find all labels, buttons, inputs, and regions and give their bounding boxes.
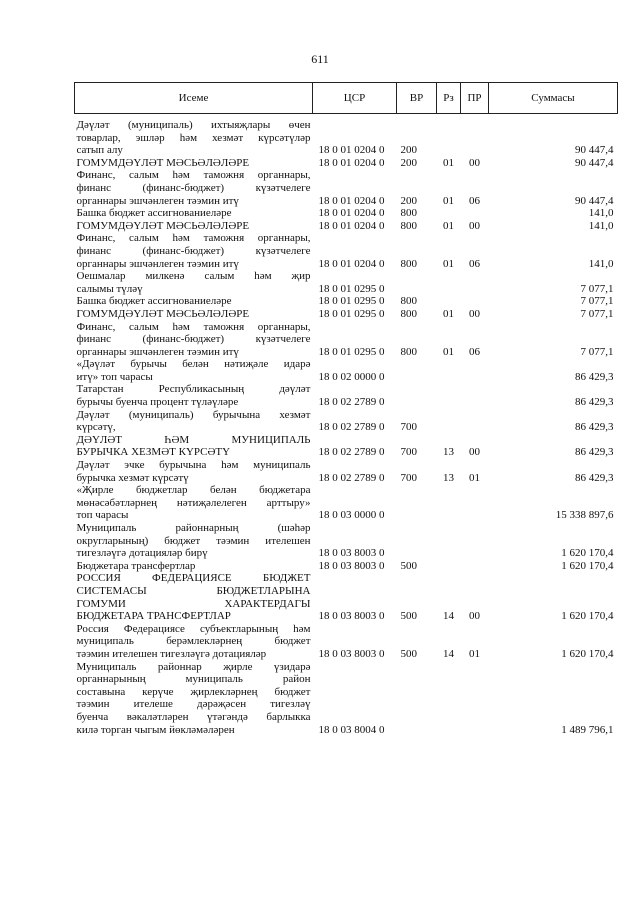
row-csr: 18 0 03 0000 0 bbox=[318, 509, 385, 522]
row-rz: 01 bbox=[443, 257, 454, 270]
row-pr: 06 bbox=[469, 194, 480, 207]
row-sum: 1 620 170,4 bbox=[561, 647, 614, 660]
row-sum: 86 429,3 bbox=[575, 370, 614, 383]
row-csr: 18 0 03 8004 0 bbox=[318, 723, 385, 736]
table-row bbox=[75, 409, 618, 434]
row-pr bbox=[461, 207, 489, 220]
row-sum: 86 429,3 bbox=[575, 471, 614, 484]
row-csr: 18 0 01 0295 0 bbox=[318, 345, 385, 358]
row-csr: 18 0 01 0204 0 bbox=[318, 219, 385, 232]
budget-table bbox=[74, 82, 618, 736]
row-pr bbox=[461, 661, 489, 737]
row-name-line: округларының) бюджет тәэмин ителешен bbox=[76, 534, 311, 547]
table-row bbox=[75, 169, 618, 207]
row-rz: 13 bbox=[443, 446, 454, 459]
row-name-line: итү» топ чарасы bbox=[76, 370, 153, 383]
row-name bbox=[75, 270, 313, 295]
row-csr: 18 0 03 8003 0 bbox=[318, 610, 385, 623]
row-name-line: «Дәүләт бурычы белән нәтиҗәле идарә bbox=[76, 358, 311, 371]
row-sum: 7 077,1 bbox=[580, 307, 614, 320]
row-vr bbox=[397, 358, 437, 383]
row-sum: 141,0 bbox=[588, 219, 614, 232]
row-name-line: Дәүләт (муниципаль) бурычына хезмәт bbox=[76, 408, 311, 421]
row-name bbox=[75, 522, 313, 560]
row-pr bbox=[461, 409, 489, 434]
row-vr: 500 bbox=[400, 610, 417, 623]
table-row bbox=[75, 522, 618, 560]
table-row bbox=[75, 560, 618, 573]
row-vr: 800 bbox=[400, 207, 417, 220]
row-name bbox=[75, 383, 313, 408]
table-row bbox=[75, 661, 618, 737]
row-name-line: Татарстан Республикасының дәүләт bbox=[76, 383, 311, 396]
table-row bbox=[75, 232, 618, 270]
header-rz: Рз bbox=[437, 83, 461, 114]
table-row bbox=[75, 484, 618, 522]
row-csr: 18 0 02 2789 0 bbox=[318, 446, 385, 459]
row-name-line: Башка бюджет ассигнованиеләре bbox=[76, 295, 232, 308]
row-pr bbox=[461, 522, 489, 560]
row-name bbox=[75, 459, 313, 484]
row-vr: 200 bbox=[400, 194, 417, 207]
row-pr: 00 bbox=[469, 307, 480, 320]
row-vr bbox=[397, 484, 437, 522]
row-pr: 00 bbox=[469, 156, 480, 169]
row-csr: 18 0 01 0295 0 bbox=[318, 282, 385, 295]
row-name-line: ДӘҮЛӘТ ҺӘМ МУНИЦИПАЛЬ bbox=[76, 433, 311, 446]
row-sum: 1 620 170,4 bbox=[561, 559, 614, 572]
row-name bbox=[75, 484, 313, 522]
row-vr: 700 bbox=[400, 421, 417, 434]
row-rz bbox=[437, 270, 461, 295]
table-row bbox=[75, 114, 618, 157]
row-csr: 18 0 03 8003 0 bbox=[318, 559, 385, 572]
row-rz bbox=[437, 295, 461, 308]
row-name-line: топ чарасы bbox=[76, 509, 129, 522]
row-sum: 15 338 897,6 bbox=[555, 509, 614, 522]
row-sum: 86 429,3 bbox=[575, 421, 614, 434]
row-csr: 18 0 03 8003 0 bbox=[318, 547, 385, 560]
row-rz: 14 bbox=[443, 610, 454, 623]
row-name bbox=[75, 321, 313, 359]
row-name-line: мөнәсәбәтләрнең нәтиҗәлелеген арттыру» bbox=[76, 496, 311, 509]
row-vr bbox=[397, 522, 437, 560]
row-name-line: Дәүләт эчке бурычына һәм муниципаль bbox=[76, 459, 311, 472]
row-name-line: Финанс, салым һәм таможня органнары, bbox=[76, 169, 311, 182]
row-pr bbox=[461, 358, 489, 383]
row-sum: 90 447,4 bbox=[575, 144, 614, 157]
row-name-line: тигезләүгә дотацияләр бирү bbox=[76, 547, 208, 560]
row-rz bbox=[437, 409, 461, 434]
row-rz bbox=[437, 383, 461, 408]
row-rz: 01 bbox=[443, 194, 454, 207]
row-pr bbox=[461, 560, 489, 573]
row-name-line: органнарының муниципаль район bbox=[76, 673, 311, 686]
row-rz bbox=[437, 484, 461, 522]
row-name-line: финанс (финанс-бюджет) күзәтчелеге bbox=[76, 333, 311, 346]
row-name bbox=[75, 434, 313, 459]
row-name bbox=[75, 560, 313, 573]
table-row bbox=[75, 321, 618, 359]
row-name bbox=[75, 623, 313, 661]
row-name-line: Оешмалар милкенә салым һәм җир bbox=[76, 270, 311, 283]
row-sum: 7 077,1 bbox=[580, 345, 614, 358]
row-csr: 18 0 02 0000 0 bbox=[318, 370, 385, 383]
row-sum: 141,0 bbox=[588, 207, 614, 220]
row-name-line: БУРЫЧКА ХЕЗМӘТ КҮРСӘТҮ bbox=[76, 446, 231, 459]
row-vr: 800 bbox=[400, 307, 417, 320]
row-rz: 01 bbox=[443, 219, 454, 232]
header-pr: ПР bbox=[461, 83, 489, 114]
row-name bbox=[75, 232, 313, 270]
row-name-line: органнары эшчәнлеген тәэмин итү bbox=[76, 345, 239, 358]
row-pr: 06 bbox=[469, 257, 480, 270]
table-row bbox=[75, 358, 618, 383]
row-rz bbox=[437, 114, 461, 157]
page-number: 611 bbox=[311, 52, 329, 66]
table-body bbox=[75, 114, 618, 737]
row-vr: 800 bbox=[400, 295, 417, 308]
row-pr bbox=[461, 295, 489, 308]
table-row bbox=[75, 270, 618, 295]
row-name-line: товарлар, эшләр һәм хезмәт күрсәтүләр bbox=[76, 131, 311, 144]
row-pr bbox=[461, 270, 489, 295]
table-row bbox=[75, 572, 618, 622]
row-rz bbox=[437, 358, 461, 383]
row-pr: 01 bbox=[469, 647, 480, 660]
row-name bbox=[75, 661, 313, 737]
row-csr: 18 0 01 0204 0 bbox=[318, 156, 385, 169]
table-row bbox=[75, 434, 618, 459]
row-sum: 7 077,1 bbox=[580, 282, 614, 295]
row-sum: 90 447,4 bbox=[575, 156, 614, 169]
row-rz bbox=[437, 522, 461, 560]
row-name bbox=[75, 572, 313, 622]
row-rz: 14 bbox=[443, 647, 454, 660]
row-name-line: Финанс, салым һәм таможня органнары, bbox=[76, 320, 311, 333]
row-name-line: Муниципаль районнар җирле үзидарә bbox=[76, 660, 311, 673]
row-name-line: килә торган чыгым йөкләмәләрен bbox=[76, 723, 235, 736]
table-row bbox=[75, 157, 618, 170]
row-vr: 800 bbox=[400, 219, 417, 232]
row-name-line: бурычка хезмәт күрсәтү bbox=[76, 471, 189, 484]
header-vr: ВР bbox=[397, 83, 437, 114]
row-sum: 90 447,4 bbox=[575, 194, 614, 207]
row-vr: 500 bbox=[400, 559, 417, 572]
table-row bbox=[75, 308, 618, 321]
row-name bbox=[75, 114, 313, 157]
row-vr: 200 bbox=[400, 156, 417, 169]
table-row bbox=[75, 459, 618, 484]
table-row bbox=[75, 295, 618, 308]
row-pr: 00 bbox=[469, 219, 480, 232]
row-csr: 18 0 02 2789 0 bbox=[318, 471, 385, 484]
row-csr: 18 0 01 0204 0 bbox=[318, 144, 385, 157]
table-row bbox=[75, 220, 618, 233]
row-name bbox=[75, 308, 313, 321]
row-vr: 800 bbox=[400, 257, 417, 270]
row-vr: 700 bbox=[400, 446, 417, 459]
header-name: Исеме bbox=[75, 83, 313, 114]
row-name-line: бурычы буенча процент түләүләре bbox=[76, 396, 239, 409]
row-name-line: Башка бюджет ассигнованиеләре bbox=[76, 207, 232, 220]
header-csr: ЦСР bbox=[313, 83, 397, 114]
table-row bbox=[75, 207, 618, 220]
row-vr: 800 bbox=[400, 345, 417, 358]
row-rz bbox=[437, 661, 461, 737]
row-name-line: ГОМУМИ ХАРАКТЕРДАГЫ bbox=[76, 597, 311, 610]
row-name-line: Россия Федерациясе субъектларының һәм bbox=[76, 622, 311, 635]
row-pr: 00 bbox=[469, 610, 480, 623]
row-name-line: финанс (финанс-бюджет) күзәтчелеге bbox=[76, 181, 311, 194]
row-sum: 86 429,3 bbox=[575, 446, 614, 459]
row-name bbox=[75, 220, 313, 233]
table-header-row bbox=[75, 83, 618, 114]
row-sum: 1 620 170,4 bbox=[561, 547, 614, 560]
row-csr: 18 0 01 0204 0 bbox=[318, 194, 385, 207]
row-name bbox=[75, 169, 313, 207]
row-rz bbox=[437, 560, 461, 573]
row-name-line: органнары эшчәнлеген тәэмин итү bbox=[76, 194, 239, 207]
row-rz: 13 bbox=[443, 471, 454, 484]
row-vr bbox=[397, 661, 437, 737]
row-name-line: органнары эшчәнлеген тәэмин итү bbox=[76, 257, 239, 270]
row-sum: 7 077,1 bbox=[580, 295, 614, 308]
row-name-line: буенча вәкаләтләрен үтәгәндә барлыкка bbox=[76, 710, 311, 723]
row-pr: 06 bbox=[469, 345, 480, 358]
row-name-line: салымы түләү bbox=[76, 282, 143, 295]
row-sum: 1 620 170,4 bbox=[561, 610, 614, 623]
row-name bbox=[75, 409, 313, 434]
row-sum: 1 489 796,1 bbox=[561, 723, 614, 736]
row-pr bbox=[461, 383, 489, 408]
row-name-line: Муниципаль районнарның (шәһәр bbox=[76, 522, 311, 534]
row-name-line: сатып алу bbox=[76, 144, 123, 157]
row-pr bbox=[461, 114, 489, 157]
table-row bbox=[75, 383, 618, 408]
row-pr: 01 bbox=[469, 471, 480, 484]
row-csr: 18 0 03 8003 0 bbox=[318, 647, 385, 660]
row-name-line: ГОМУМДӘҮЛӘТ МӘСЬӘЛӘЛӘРЕ bbox=[76, 156, 250, 169]
row-name-line: тәэмин ителеше дәрәҗәсен тигезләү bbox=[76, 698, 311, 711]
row-csr: 18 0 01 0204 0 bbox=[318, 207, 385, 220]
row-csr: 18 0 02 2789 0 bbox=[318, 421, 385, 434]
row-name-line: финанс (финанс-бюджет) күзәтчелеге bbox=[76, 244, 311, 257]
row-pr: 00 bbox=[469, 446, 480, 459]
row-vr: 700 bbox=[400, 471, 417, 484]
row-name-line: Финанс, салым һәм таможня органнары, bbox=[76, 232, 311, 245]
row-name-line: муниципаль берәмлекләрнең бюджет bbox=[76, 635, 311, 648]
row-name-line: «Җирле бюджетлар белән бюджетара bbox=[76, 484, 311, 497]
row-vr bbox=[397, 270, 437, 295]
row-name bbox=[75, 157, 313, 170]
row-name-line: БЮДЖЕТАРА ТРАНСФЕРТЛАР bbox=[76, 610, 231, 623]
row-sum: 141,0 bbox=[588, 257, 614, 270]
row-rz: 01 bbox=[443, 345, 454, 358]
row-name-line: Дәүләт (муниципаль) ихтыяҗлары өчен bbox=[76, 119, 311, 131]
row-vr: 500 bbox=[400, 647, 417, 660]
row-vr bbox=[397, 383, 437, 408]
row-name-line: ГОМУМДӘҮЛӘТ МӘСЬӘЛӘЛӘРЕ bbox=[76, 219, 250, 232]
row-name-line: тәэмин ителешен тигезләүгә дотацияләр bbox=[76, 647, 267, 660]
row-pr bbox=[461, 484, 489, 522]
row-name-line: күрсәтү, bbox=[76, 421, 116, 434]
row-rz: 01 bbox=[443, 307, 454, 320]
row-csr: 18 0 01 0295 0 bbox=[318, 307, 385, 320]
row-csr: 18 0 02 2789 0 bbox=[318, 396, 385, 409]
row-name-line: составына керүче җирлекләрнең бюджет bbox=[76, 685, 311, 698]
row-name-line: РОССИЯ ФЕДЕРАЦИЯСЕ БЮДЖЕТ bbox=[76, 572, 311, 585]
row-vr: 200 bbox=[400, 144, 417, 157]
row-sum: 86 429,3 bbox=[575, 396, 614, 409]
row-name bbox=[75, 358, 313, 383]
row-csr: 18 0 01 0204 0 bbox=[318, 257, 385, 270]
row-name-line: ГОМУМДӘҮЛӘТ МӘСЬӘЛӘЛӘРЕ bbox=[76, 307, 250, 320]
row-name-line: СИСТЕМАСЫ БЮДЖЕТЛАРЫНА bbox=[76, 584, 311, 597]
row-rz: 01 bbox=[443, 156, 454, 169]
row-name-line: Бюджетара трансфертлар bbox=[76, 559, 196, 572]
row-rz bbox=[437, 207, 461, 220]
row-name bbox=[75, 295, 313, 308]
row-name bbox=[75, 207, 313, 220]
table-row bbox=[75, 623, 618, 661]
header-sum: Суммасы bbox=[489, 83, 618, 114]
row-csr: 18 0 01 0295 0 bbox=[318, 295, 385, 308]
